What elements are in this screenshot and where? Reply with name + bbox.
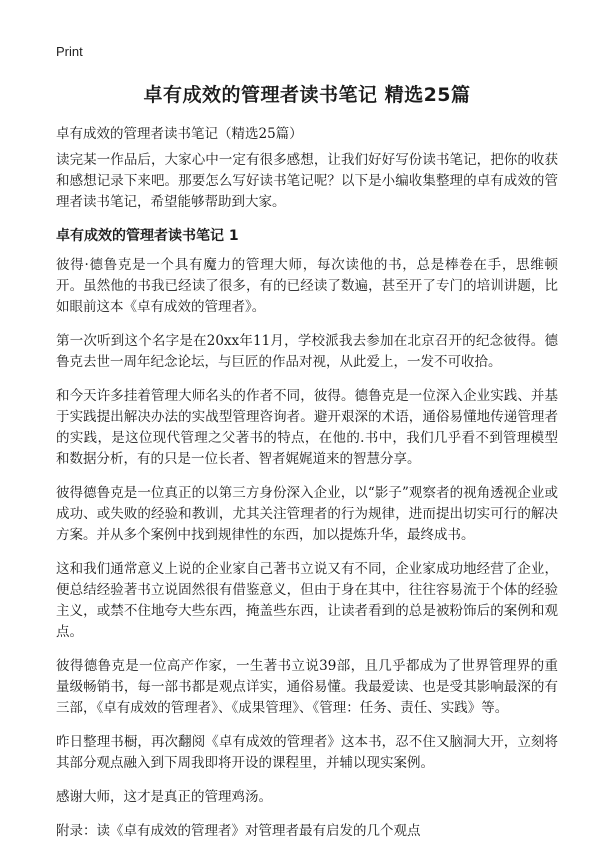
document-title: 卓有成效的管理者读书笔记 精选25篇 — [143, 84, 471, 106]
body-paragraph-8: 感谢大师，这才是真正的管理鸡汤。 — [56, 789, 272, 805]
body-paragraph-3: 和今天许多挂着管理大师名头的作者不同，彼得。德鲁克是一位深入企业实践、并基于实践提出解决办法的实战型管理咨询者。避开艰深的术语，通俗易懂地传递管理者的实践，是这位现代管理之父著书的特点，在他的.书中，我们几乎看不到管理模型和数据分析，有的只是一位长者、智者娓娓道来的智慧分享。 — [56, 388, 558, 467]
body-paragraph-6: 彼得德鲁克是一位高产作家，一生著书立说39部，且几乎都成为了世界管理界的重量级畅销书，每一部书都是观点详实，通俗易懂。我最爱读、也是受其影响最深的有三部，《卓有成效的管理者》、《成果管理》、《管理：任务、责任、实践》等。 — [56, 658, 558, 716]
body-paragraph-7: 昨日整理书橱，再次翻阅《卓有成效的管理者》这本书，忍不住又脑洞大开，立刻将其部分观点融入到下周我即将开设的课程里，并辅以现实案例。 — [56, 734, 558, 771]
body-paragraph-1: 彼得·德鲁克是一个具有魔力的管理大师，每次读他的书，总是棒卷在手，思维顿开。虽然他的书我已经读了很多，有的已经读了数遍，甚至开了专门的培训讲题，比如眼前这本《卓有成效的管理者》。 — [56, 257, 558, 315]
body-paragraph-5: 这和我们通常意义上说的企业家自己著书立说又有不同，企业家成功地经营了企业，便总结经验著书立说固然很有借鉴意义，但由于身在其中，往往容易流于个体的经验主义，或禁不住地夸大些东西，掩盖些东西，让读者看到的总是被粉饰后的案例和观点。 — [56, 561, 558, 640]
body-paragraph-2: 第一次听到这个名字是在20xx年11月，学校派我去参加在北京召开的纪念彼得。德鲁克去世一周年纪念论坛，与巨匠的作品对视，从此爱上，一发不可收拾。 — [56, 333, 558, 370]
document-body — [56, 150, 558, 855]
document-subtitle: 卓有成效的管理者读书笔记（精选25篇） — [56, 126, 303, 142]
print-label: Print — [56, 44, 83, 59]
body-paragraph-9: 附录：读《卓有成效的管理者》对管理者最有启发的几个观点 — [56, 823, 421, 839]
intro-paragraph: 读完某一作品后，大家心中一定有很多感想，让我们好好写份读书笔记，把你的收获和感想记录下来吧。那要怎么写好读书笔记呢？以下是小编收集整理的卓有成效的管理者读书笔记，希望能够帮助到大家。 — [56, 152, 558, 210]
section-heading: 卓有成效的管理者读书笔记 1 — [56, 228, 239, 244]
body-paragraph-4: 彼得德鲁克是一位真正的以第三方身份深入企业，以“影子”观察者的视角透视企业或成功、或失败的经验和教训，尤其关注管理者的行为规律，进而提出切实可行的解决方案。并从多个案例中找到规律性的东西，加以提炼升华，最终成书。 — [56, 485, 558, 543]
